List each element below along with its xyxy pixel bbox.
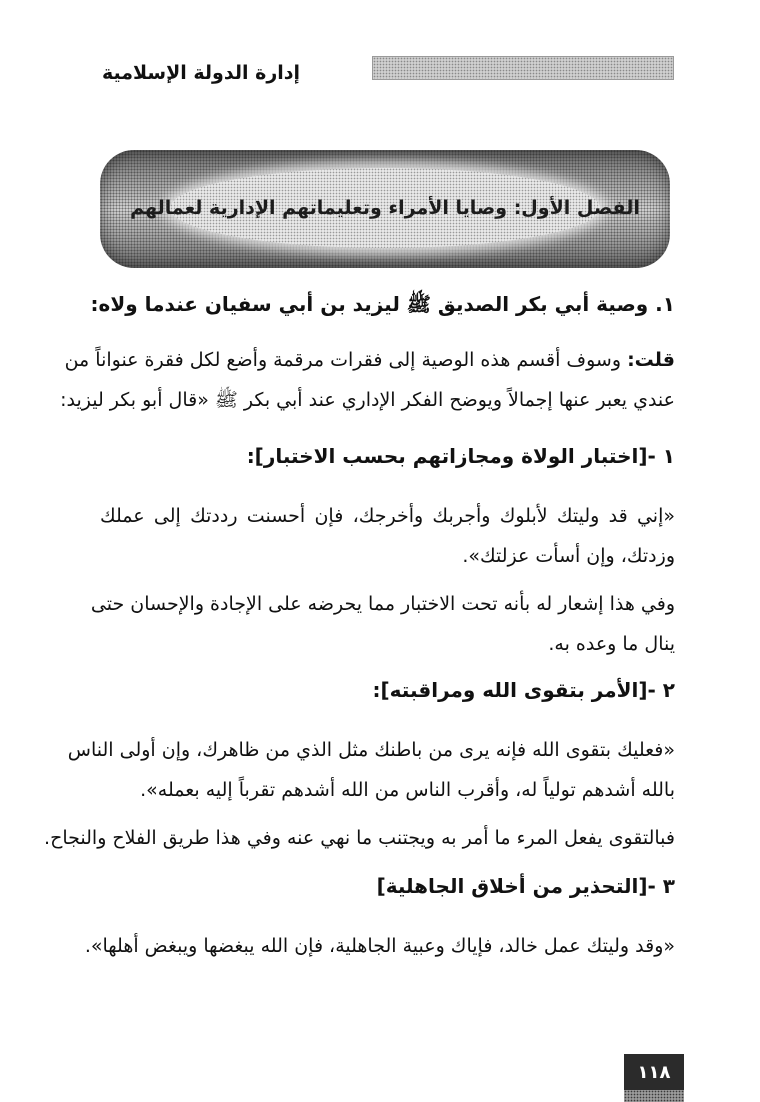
point-3-heading [100,866,675,906]
running-header-title: إدارة الدولة الإسلامية [101,62,301,84]
page-number: ١١٨ [624,1054,684,1090]
point-2-quote-line-1: «فعليك بتقوى الله فإنه يرى من باطنك مثل الذي من ظاهرك، وإن أولى الناس [67,739,675,761]
chapter-banner-inner [130,168,640,248]
point-3-heading-text: ٣ -[التحذير من أخلاق الجاهلية] [376,874,675,898]
intro-line-1: وسوف أقسم هذه الوصية إلى فقرات مرقمة وأضع لكل فقرة عنواناً من [64,349,622,371]
point-1-comment [90,584,675,664]
point-1-comment-line-1: وفي هذا إشعار له بأنه تحت الاختبار مما يحرضه على الإجادة والإحسان حتى [90,593,675,615]
header-decorative-bar [372,56,674,80]
section-heading-text: ١. وصية أبي بكر الصديق ﷺ ليزيد بن أبي سفيان عندما ولاه: [90,292,675,316]
point-1-heading-text: ١ -[اختبار الولاة ومجازاتهم بحسب الاختبار]: [246,444,675,468]
point-3-quote-line-1: «وقد وليتك عمل خالد، فإياك وعبية الجاهلية، فإن الله يبغضها ويبغض أهلها». [84,935,675,957]
point-1-comment-line-2: ينال ما وعده به. [548,633,675,655]
section-heading [90,284,675,324]
point-2-comment-line-1: فبالتقوى يفعل المرء ما أمر به ويجتنب ما نهي عنه وفي هذا طريق الفلاح والنجاح. [44,827,675,849]
point-2-comment [44,818,675,858]
point-1-quote [100,496,675,576]
point-3-quote [84,926,675,966]
chapter-title: الفصل الأول: وصايا الأمراء وتعليماتهم الإدارية لعمالهم [130,197,640,219]
point-2-heading-text: ٢ -[الأمر بتقوى الله ومراقبته]: [372,678,675,702]
point-2-quote-line-2: بالله أشدهم تولياً له، وأقرب الناس من الله أشدهم تقرباً إليه بعمله». [140,779,675,801]
point-1-quote-line-1: «إني قد وليتك لأبلوك وأجربك وأخرجك، فإن أحسنت رددتك إلى عملك [100,505,675,527]
point-1-heading [100,436,675,476]
page-number-strip [624,1090,684,1102]
point-1-quote-line-2: وزدتك، وإن أسأت عزلتك». [462,545,675,567]
intro-label: قلت: [627,349,675,371]
intro-paragraph [60,340,675,420]
point-2-heading [100,670,675,710]
point-2-quote [67,730,675,810]
chapter-banner [100,150,670,268]
intro-line-2: عندي يعبر عنها إجمالاً ويوضح الفكر الإداري عند أبي بكر ﷺ «قال أبو بكر ليزيد: [60,389,675,411]
